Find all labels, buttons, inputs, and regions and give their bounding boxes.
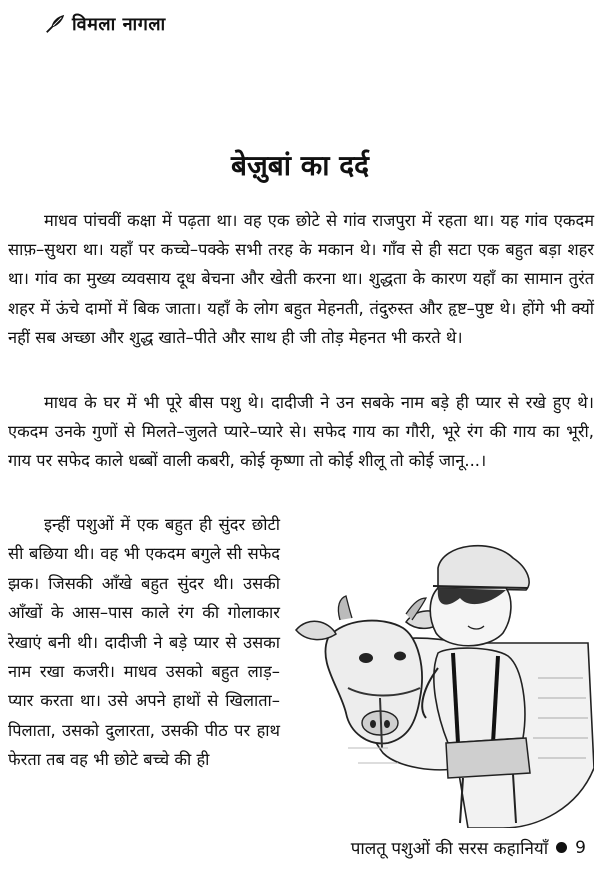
story-paragraph: माधव के घर में भी पूरे बीस पशु थे। दादीजी ने उन सबके नाम बड़े ही प्यार से रखे हुए थे। एकदम उनके गुणों से मिलते–जुलते प्यारे–प्यारे से। सफेद गाय का गौरी, भूरे रंग की गाय का भूरी, गाय पर सफेद काले धब्बों वाली कबरी, कोई कृष्णा तो कोई शीलू तो कोई जानू...। <box>8 393 594 471</box>
story-paragraph: माधव पांचवीं कक्षा में पढ़ता था। वह एक छोटे से गांव राजपुरा में रहता था। यह गांव एकदम साफ़–सुथरा था। यहाँ पर कच्चे–पक्के सभी तरह के मकान थे। गाँव से ही सटा एक बहुत बड़ा शहर था। गांव का मुख्य व्यवसाय दूध बेचना और खेती करना था। शुद्धता के कारण यहाँ का सामान तुरंत शहर में ऊंचे दामों में बिक जाता। यहाँ के लोग बहुत मेहनती, तंदुरुस्त और हृष्ट–पुष्ट थे। होंगे भी क्यों नहीं सब अच्छा और शुद्ध खाते–पीते और साथ ही जी तोड़ मेहनत भी करते थे। <box>8 211 594 347</box>
story-title: बेज़ुबां का दर्द <box>231 149 369 182</box>
page-number: 9 <box>575 837 586 858</box>
running-header <box>44 10 166 38</box>
quill-pen-icon <box>44 13 66 35</box>
boy-with-calf-illustration <box>288 538 594 828</box>
author-name: विमला नागला <box>72 14 166 35</box>
bullet-icon <box>556 842 567 853</box>
book-title: पालतू पशुओं की सरस कहानियाँ <box>350 839 549 859</box>
page-footer <box>351 836 586 859</box>
story-paragraph: इन्हीं पशुओं में एक बहुत ही सुंदर छोटी सी बछिया थी। वह भी एकदम बगुले सी सफेद झक। जिसकी आँखे बहुत सुंदर थी। उसकी आँखों के आस–पास काले रंग की गोलाकार रेखाएं बनी थी। दादीजी ने बड़े प्यार से उसका नाम रखा कजरी। माधव उसको बहुत लाड़–प्यार करता था। उसे अपने हाथों से खिलाता–पिलाता, उसको दुलारता, उसकी पीठ पर हाथ फेरता तब वह भी छोटे बच्चे की ही <box>8 515 280 770</box>
